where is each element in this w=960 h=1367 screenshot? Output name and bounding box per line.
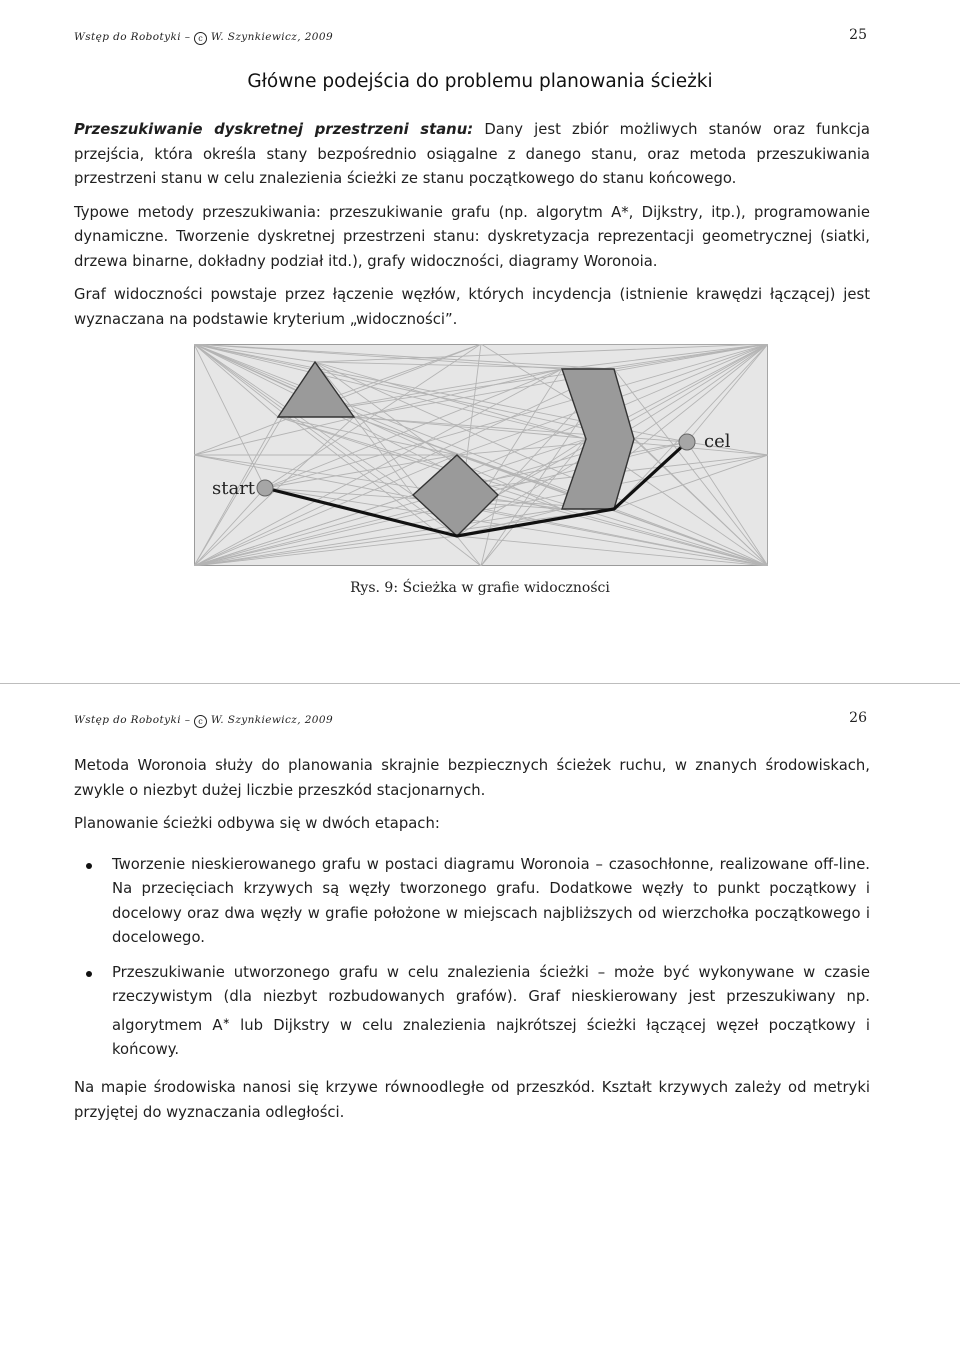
stages-list — [74, 853, 870, 1063]
list-item — [74, 961, 870, 1063]
slide-body — [74, 754, 870, 1134]
page-number: 26 — [849, 710, 867, 726]
copyright-icon: c — [194, 32, 207, 45]
paragraph-equidistant: Na mapie środowiska nanosi się krzywe równoodległe od przeszkód. Kształt krzywych zależy od metryki przyjętej do wyznaczania odległości. — [74, 1079, 870, 1121]
running-header-author: W. Szynkiewicz, 2009 — [210, 714, 334, 726]
bullet-icon — [86, 971, 92, 977]
paragraph-visibility-graph: Graf widoczności powstaje przez łączenie węzłów, których incydencja (istnienie krawędzi łączącej) jest wyznaczana na podstawie kryterium „widoczności”. — [74, 286, 870, 328]
paragraph-two-stages: Planowanie ścieżki odbywa się w dwóch etapach: — [74, 815, 440, 832]
copyright-icon: c — [194, 715, 207, 728]
paragraph-voronoi-intro: Metoda Woronoia służy do planowania skrajnie bezpiecznych ścieżek ruchu, w znanych środowiskach, zwykle o niezbyt dużej liczbie przeszkód stacjonarnych. — [74, 757, 870, 799]
bullet-icon — [86, 863, 92, 869]
visibility-graph-figure — [194, 344, 768, 566]
list-item-text-end: lub Dijkstry w celu znalezienia najkrótszej ścieżki łączącej węzeł początkowy i końcowy. — [112, 1016, 870, 1058]
running-header-course: Wstęp do Robotyki – — [74, 31, 191, 43]
list-item-text: Tworzenie nieskierowanego grafu w postaci diagramu Woronoia – czasochłonne, realizowane off-line. Na przecięciach krzywych są węzły tworzonego grafu. Dodatkowe węzły to punkt początkowy i docelowy oraz dwa węzły w grafie położone w miejscach najbliższych od wierzchołka początkowego i docelowego. — [112, 855, 870, 946]
running-header-author: W. Szynkiewicz, 2009 — [210, 31, 334, 43]
goal-node — [679, 434, 695, 450]
running-header — [74, 714, 333, 728]
term-bold: Przeszukiwanie dyskretnej przestrzeni stanu: — [74, 121, 474, 138]
paragraph-text: Dany jest zbiór możliwych stanów oraz funkcja przejścia, która określa stany bezpośrednio osiągalne z danego stanu, oraz metoda przeszukiwania przestrzeni stanu w celu znalezienia ścieżki ze stanu początkowego do stanu końcowego. — [74, 121, 870, 187]
superscript: ∗ — [222, 1016, 231, 1027]
paragraph-search-methods: Typowe metody przeszukiwania: przeszukiwanie grafu (np. algorytm A*, Dijkstry, itp.), programowanie dynamiczne. Tworzenie dyskretnej przestrzeni stanu: dyskretyzacja reprezentacji geometrycznej (siatki, drzewa binarne, dokładny podział itd.), grafy widoczności, diagramy Woronoia. — [74, 203, 870, 270]
list-item-text: Przeszukiwanie utworzonego grafu w celu znalezienia ścieżki – może być wykonywane w czasie rzeczywistym (dla niezbyt rozbudowanych grafów). Graf nieskierowany jest przeszukiwany np. algorytmem A — [112, 963, 870, 1034]
list-item — [74, 853, 870, 951]
slide-body — [74, 118, 870, 341]
start-node — [257, 480, 273, 496]
start-label: start — [212, 478, 256, 499]
slide-title: Główne podejścia do problemu planowania ścieżki — [247, 71, 713, 92]
page-number: 25 — [849, 27, 867, 43]
figure-caption: Rys. 9: Ścieżka w grafie widoczności — [350, 580, 610, 596]
paragraph-state-space — [74, 118, 870, 192]
running-header-course: Wstęp do Robotyki – — [74, 714, 191, 726]
slide-26 — [0, 684, 960, 1367]
running-header — [74, 31, 333, 45]
goal-label: cel — [704, 431, 731, 452]
